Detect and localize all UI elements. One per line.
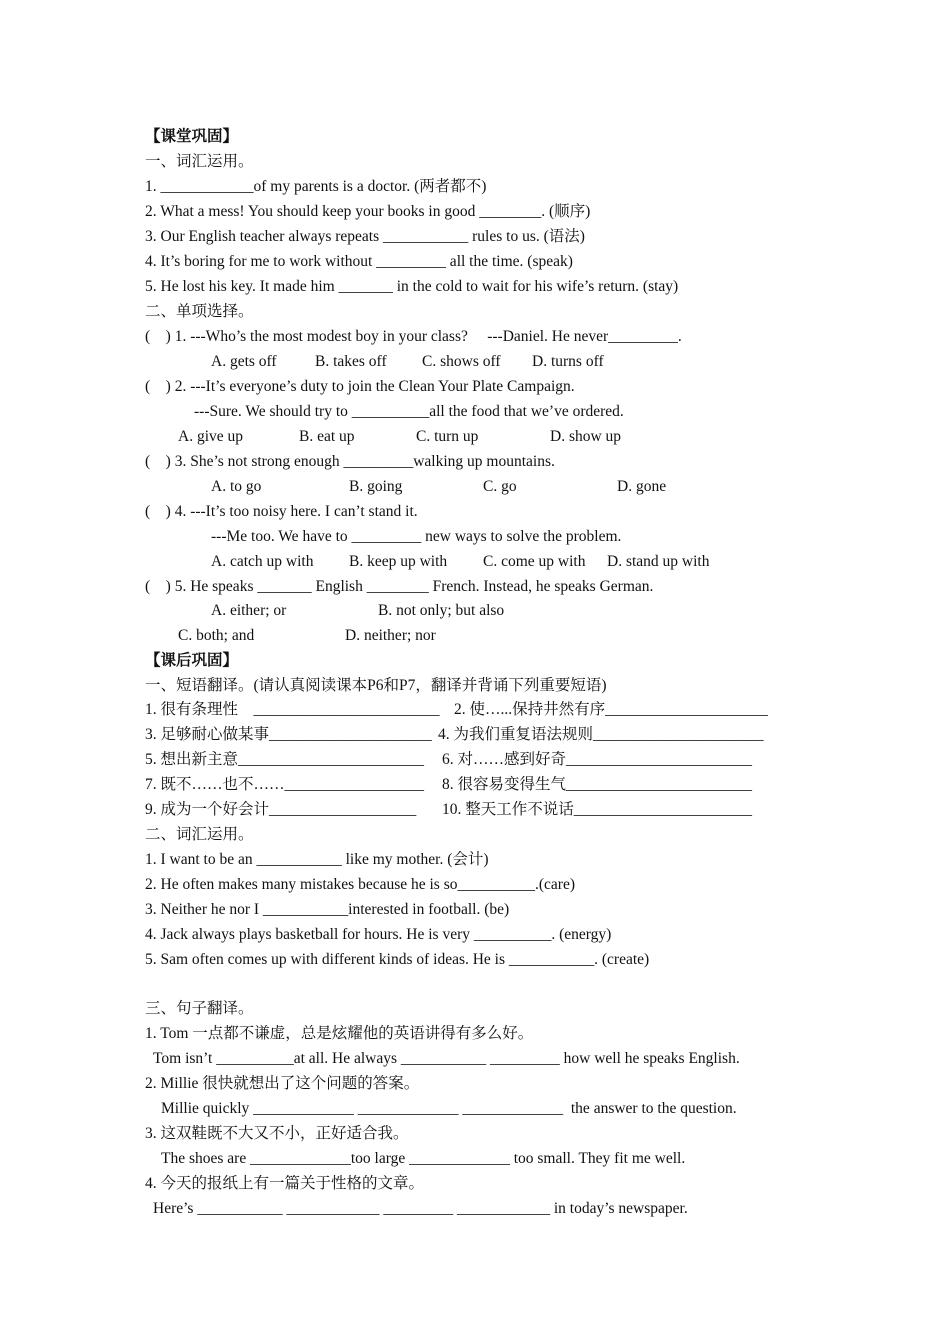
- phrase-item: 10. 整天工作不说话_______________________: [442, 801, 753, 818]
- option: B. keep up with: [349, 553, 448, 570]
- question-stem: ( ) 1. ---Who’s the most modest boy in your class? ---Daniel. He never_________.: [145, 328, 682, 345]
- vocab-item: 3. Our English teacher always repeats ___________ rules to us. (语法): [145, 228, 585, 245]
- option: D. show up: [550, 428, 622, 445]
- phrase-item: 2. 使…...保持井然有序_____________________: [454, 701, 768, 718]
- phrase-item: 7. 既不……也不……__________________: [145, 776, 425, 793]
- option: A. give up: [178, 428, 244, 445]
- phrase-item: 9. 成为一个好会计___________________: [145, 801, 417, 818]
- phrase-item: 3. 足够耐心做某事_____________________: [145, 726, 432, 743]
- option: B. going: [349, 478, 403, 495]
- option: C. shows off: [422, 353, 501, 370]
- option: D. neither; nor: [345, 627, 436, 644]
- phrases-title: 一、短语翻译。(请认真阅读课本P6和P7，翻译并背诵下列重要短语): [145, 677, 607, 694]
- phrase-item: 4. 为我们重复语法规则______________________: [438, 726, 764, 743]
- vocab-item: 4. It’s boring for me to work without _________ all the time. (speak): [145, 253, 573, 270]
- option: D. gone: [617, 478, 667, 495]
- translation-chinese: 2. Millie 很快就想出了这个问题的答案。: [145, 1075, 420, 1092]
- option: B. takes off: [315, 353, 387, 370]
- phrase-item: 6. 对……感到好奇________________________: [442, 751, 753, 768]
- section-heading-after-class: 【课后巩固】: [145, 652, 239, 669]
- phrase-item: 1. 很有条理性 ________________________: [145, 701, 440, 718]
- option: C. go: [483, 478, 517, 495]
- translation-english: The shoes are _____________too large _____________ too small. They fit me well.: [161, 1150, 686, 1167]
- option: D. stand up with: [607, 553, 710, 570]
- option: A. to go: [211, 478, 262, 495]
- vocab-title: 一、词汇运用。: [145, 153, 254, 170]
- option: B. not only; but also: [378, 602, 505, 619]
- question-stem: ( ) 5. He speaks _______ English ________ French. Instead, he speaks German.: [145, 578, 654, 595]
- vocab-item: 5. He lost his key. It made him _______ in the cold to wait for his wife’s return. (stay): [145, 278, 679, 295]
- option: C. turn up: [416, 428, 479, 445]
- phrase-item: 5. 想出新主意________________________: [145, 751, 425, 768]
- vocab-item: 4. Jack always plays basketball for hours. He is very __________. (energy): [145, 926, 612, 943]
- option: A. catch up with: [211, 553, 314, 570]
- question-stem-reply: ---Me too. We have to _________ new ways to solve the problem.: [211, 528, 622, 545]
- phrase-item: 8. 很容易变得生气________________________: [442, 776, 753, 793]
- translation-chinese: 4. 今天的报纸上有一篇关于性格的文章。: [145, 1175, 425, 1192]
- translation-english: Here’s ___________ ____________ _________ ____________ in today’s newspaper.: [153, 1200, 688, 1217]
- option: A. either; or: [211, 602, 287, 619]
- translation-english: Tom isn’t __________at all. He always ___________ _________ how well he speaks English.: [153, 1050, 740, 1067]
- question-stem: ( ) 3. She’s not strong enough _________walking up mountains.: [145, 453, 555, 470]
- translation-english: Millie quickly _____________ _____________ _____________ the answer to the question.: [161, 1100, 737, 1117]
- vocab-item: 1. I want to be an ___________ like my mother. (会计): [145, 851, 489, 868]
- section-heading-in-class: 【课堂巩固】: [145, 128, 239, 145]
- option: A. gets off: [211, 353, 277, 370]
- translation-chinese: 1. Tom 一点都不谦虚，总是炫耀他的英语讲得有多么好。: [145, 1025, 534, 1042]
- translation-chinese: 3. 这双鞋既不大又不小，正好适合我。: [145, 1125, 409, 1142]
- option: B. eat up: [299, 428, 355, 445]
- vocab-item: 5. Sam often comes up with different kinds of ideas. He is ___________. (create): [145, 951, 650, 968]
- choice-title: 二、单项选择。: [145, 303, 254, 320]
- question-stem: ( ) 2. ---It’s everyone’s duty to join the Clean Your Plate Campaign.: [145, 378, 575, 395]
- option: C. both; and: [178, 627, 255, 644]
- vocab-item: 1. ____________of my parents is a doctor. (两者都不): [145, 178, 487, 195]
- vocab-item: 2. What a mess! You should keep your books in good ________. (顺序): [145, 203, 591, 220]
- option: C. come up with: [483, 553, 586, 570]
- option: D. turns off: [532, 353, 604, 370]
- vocab-item: 2. He often makes many mistakes because he is so__________.(care): [145, 876, 575, 893]
- vocab-item: 3. Neither he nor I ___________interested in football. (be): [145, 901, 510, 918]
- translation-title: 三、句子翻译。: [145, 1000, 254, 1017]
- question-stem-reply: ---Sure. We should try to __________all the food that we’ve ordered.: [194, 403, 624, 420]
- question-stem: ( ) 4. ---It’s too noisy here. I can’t stand it.: [145, 503, 418, 520]
- vocab-title: 二、词汇运用。: [145, 826, 254, 843]
